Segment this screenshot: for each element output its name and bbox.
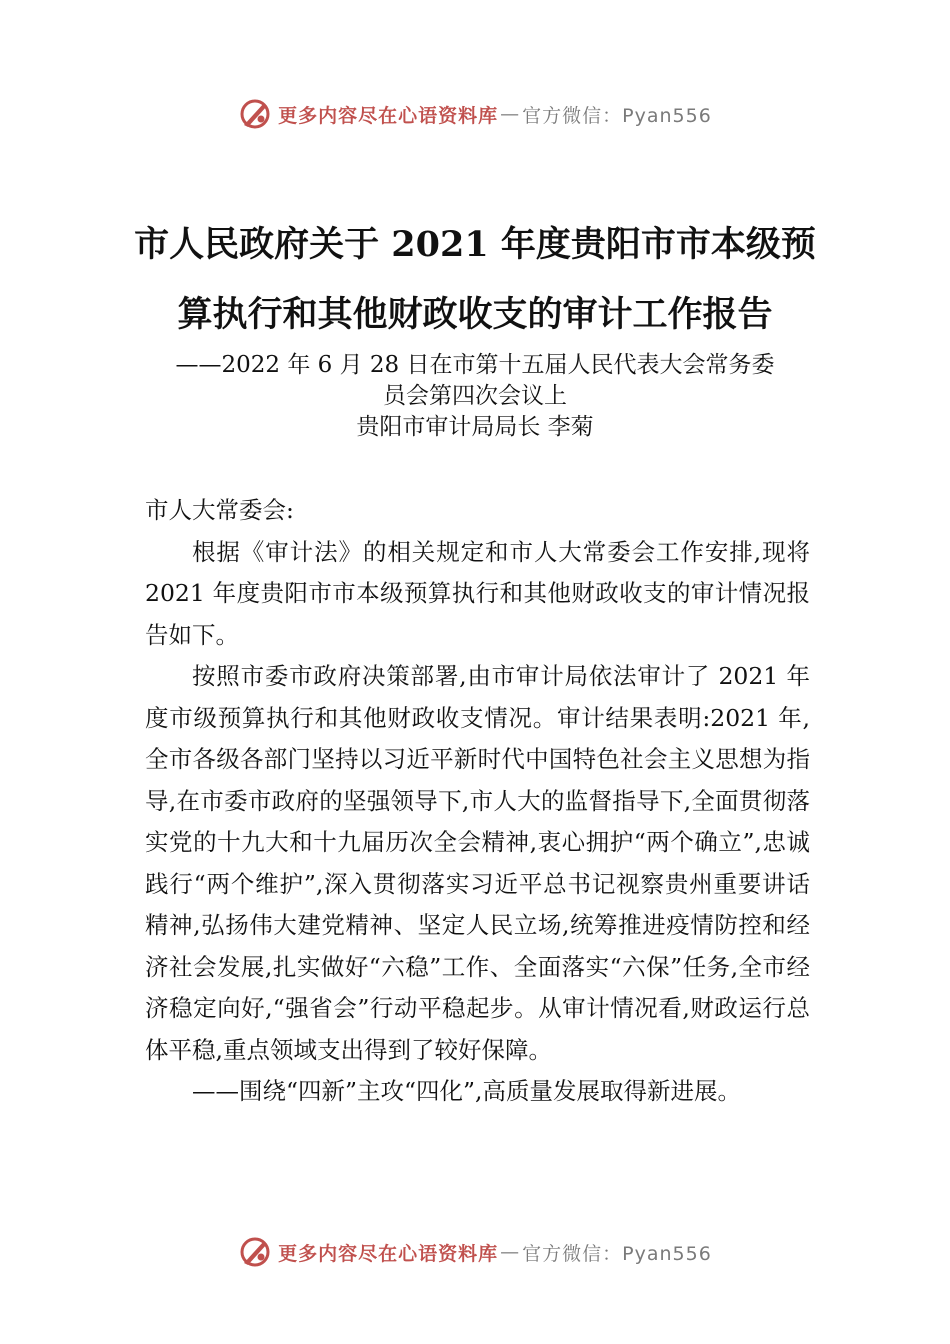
- subtitle-line-3: 贵阳市审计局局长 李菊: [356, 414, 594, 440]
- banner-brand-text: 更多内容尽在心语资料库: [278, 1242, 499, 1265]
- body-paragraph: 根据《审计法》的相关规定和市人大常委会工作安排,现将 2021 年度贵阳市市本级预算执行和其他财政收支的审计情况报告如下。: [145, 537, 810, 649]
- banner-wechat-text: 官方微信：Pyan556: [522, 104, 712, 127]
- subtitle-line-2: 员会第四次会议上: [383, 383, 567, 409]
- salutation: 市人大常委会:: [145, 496, 294, 524]
- report-body: [145, 490, 810, 1113]
- brush-pen-logo-icon: [238, 1235, 272, 1269]
- banner-wechat-text: 官方微信：Pyan556: [522, 1242, 712, 1265]
- banner-brand-text: 更多内容尽在心语资料库: [278, 104, 499, 127]
- header-banner: [0, 94, 950, 134]
- banner-separator: —: [500, 1241, 521, 1263]
- brush-pen-logo-icon: [238, 97, 272, 131]
- title-line-2: 算执行和其他财政收支的审计工作报告: [177, 294, 773, 335]
- subtitle-line-1: ——2022 年 6 月 28 日在市第十五届人民代表大会常务委: [175, 352, 775, 378]
- report-subtitle: [140, 350, 810, 443]
- banner-separator: —: [500, 103, 521, 125]
- footer-banner: [0, 1232, 950, 1272]
- body-paragraph: ——围绕“四新”主攻“四化”,高质量发展取得新进展。: [192, 1077, 742, 1105]
- title-line-1: 市人民政府关于 2021 年度贵阳市市本级预: [134, 224, 816, 265]
- page-title: [100, 210, 850, 350]
- body-paragraph: 按照市委市政府决策部署,由市审计局依法审计了 2021 年度市级预算执行和其他财政收支情况。审计结果表明:2021 年,全市各级各部门坚持以习近平新时代中国特色社会主义思想为指导,在市委市政府的坚强领导下,市人大的监督指导下,全面贯彻落实党的十九大和十九届历次全会精神,衷心拥护“两个确立”,忠诚践行“两个维护”,深入贯彻落实习近平总书记视察贵州重要讲话精神,弘扬伟大建党精神、坚定人民立场,统筹推进疫情防控和经济社会发展,扎实做好“六稳”工作、全面落实“六保”任务,全市经济稳定向好,“强省会”行动平稳起步。从审计情况看,财政运行总体平稳,重点领域支出得到了较好保障。: [145, 662, 810, 1064]
